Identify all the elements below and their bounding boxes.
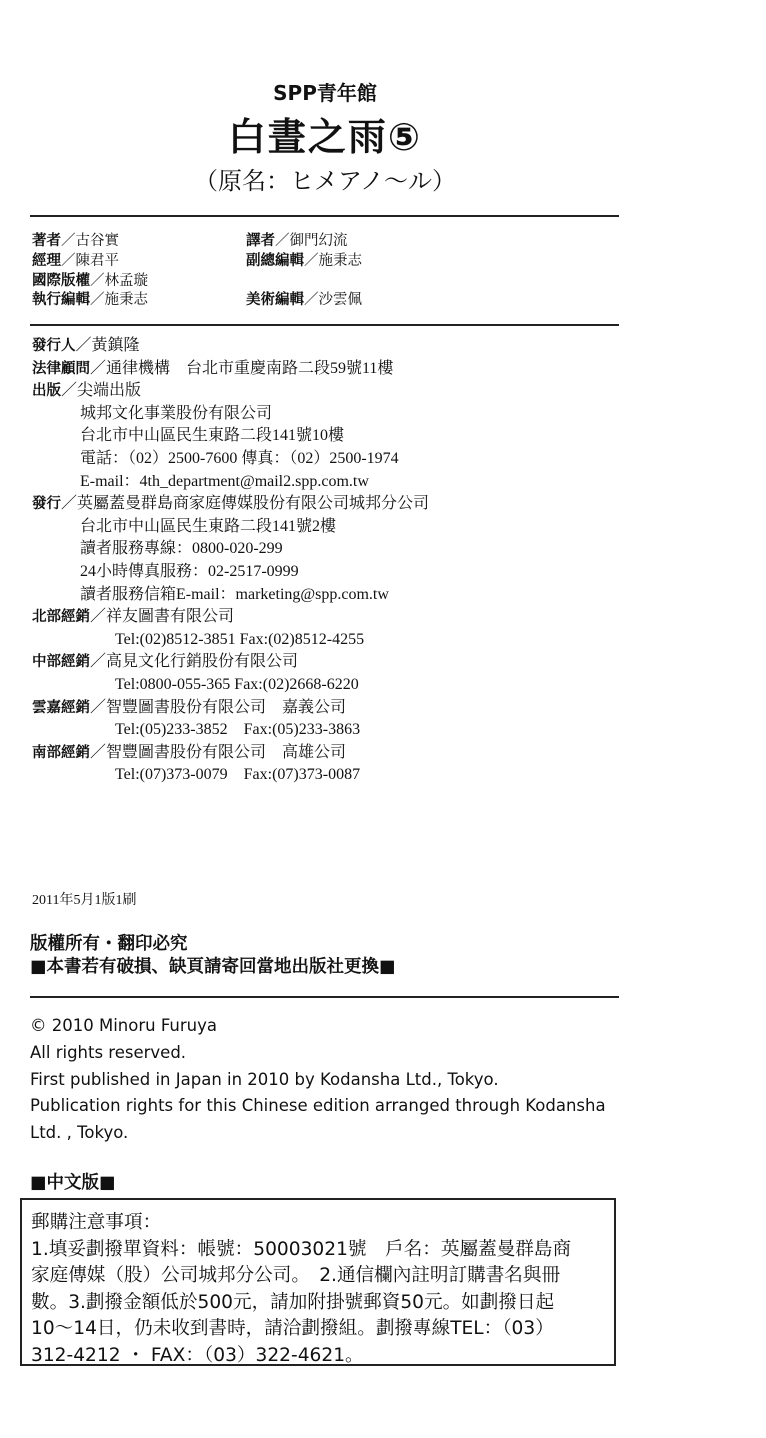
publisher-line bbox=[32, 516, 429, 539]
chinese-edition-label: ■中文版■ bbox=[30, 1173, 116, 1193]
publisher-line bbox=[32, 538, 429, 561]
original-title: （原名：ヒメアノ～ル） bbox=[193, 167, 457, 195]
english-line: First published in Japan in 2010 by Kodansha Ltd., Tokyo. bbox=[30, 1069, 499, 1089]
slash: ／ bbox=[304, 292, 319, 309]
credit-role: 美術編輯 bbox=[246, 292, 304, 309]
publisher-line bbox=[32, 471, 429, 494]
publisher-line-value: 24小時傳真服務：02-2517-0999 bbox=[80, 562, 299, 580]
publisher-line-value: 讀者服務信箱E-mail：marketing@spp.com.tw bbox=[80, 585, 389, 603]
staff-row bbox=[32, 272, 460, 292]
credit-name: 陳君平 bbox=[75, 252, 119, 269]
credit-name: 林孟璇 bbox=[104, 272, 148, 289]
publisher-line bbox=[32, 448, 429, 471]
publisher-line bbox=[32, 674, 429, 697]
slash: ／ bbox=[90, 292, 105, 309]
mail-order-line: 1.填妥劃撥單資料：帳號：50003021號 戶名：英屬蓋曼群島商 bbox=[31, 1238, 572, 1260]
english-line: Publication rights for this Chinese edition arranged through Kodansha bbox=[30, 1096, 606, 1116]
credit-role: 著者 bbox=[32, 233, 61, 249]
staff-row bbox=[32, 232, 460, 252]
mail-order-notice-box bbox=[20, 1198, 616, 1366]
publisher-line-value: 高見文化行銷股份有限公司 bbox=[106, 653, 299, 671]
publisher-line-value: 黃鎮隆 bbox=[91, 337, 140, 354]
staff-credit bbox=[32, 272, 246, 292]
publisher-line bbox=[32, 742, 429, 765]
publisher-line bbox=[32, 584, 429, 607]
staff-credits bbox=[32, 232, 460, 311]
credit-role: 譯者 bbox=[246, 233, 275, 249]
publisher-line-value: 智豐圖書股份有限公司 嘉義公司 bbox=[106, 698, 347, 716]
credit-role: 執行編輯 bbox=[32, 292, 90, 309]
credit-name: 沙雲佩 bbox=[318, 292, 362, 309]
staff-row bbox=[32, 252, 460, 272]
publisher-line-value: 祥友圖書有限公司 bbox=[106, 608, 235, 626]
publisher-line-value: Tel:(05)233-3852 Fax:(05)233-3863 bbox=[115, 721, 361, 739]
credit-name: 施秉志 bbox=[318, 252, 362, 269]
publisher-line bbox=[32, 606, 429, 629]
edition-date: 2011年5月1版1刷 bbox=[32, 893, 137, 908]
publisher-line-label: 雲嘉經銷 bbox=[32, 699, 90, 716]
publisher-line-label: 南部經銷 bbox=[32, 744, 90, 761]
slash: ／ bbox=[90, 653, 107, 671]
publisher-line-label: 北部經銷 bbox=[32, 609, 90, 626]
staff-credit bbox=[246, 291, 460, 311]
publisher-line-label: 中部經銷 bbox=[32, 654, 90, 671]
publisher-line bbox=[32, 629, 429, 652]
slash: ／ bbox=[90, 608, 107, 626]
slash: ／ bbox=[61, 495, 78, 513]
publisher-line bbox=[32, 764, 429, 787]
publisher-line bbox=[32, 651, 429, 674]
publisher-line bbox=[32, 561, 429, 584]
staff-credit bbox=[32, 252, 246, 272]
publisher-line-value: 智豐圖書股份有限公司 高雄公司 bbox=[106, 743, 347, 761]
staff-row bbox=[32, 291, 460, 311]
rights-line-2: ■本書若有破損、缺頁請寄回當地出版社更換■ bbox=[30, 957, 396, 977]
publisher-line-value: 英屬蓋曼群島商家庭傳媒股份有限公司城邦分公司 bbox=[77, 495, 430, 513]
slash: ／ bbox=[275, 233, 290, 249]
credit-role: 國際版權 bbox=[32, 272, 90, 289]
publisher-line-value: Tel:0800-055-365 Fax:(02)2668-6220 bbox=[115, 675, 359, 693]
credit-name: 施秉志 bbox=[104, 292, 148, 309]
publisher-line-value: E-mail：4th_department@mail2.spp.com.tw bbox=[80, 472, 369, 490]
slash: ／ bbox=[61, 233, 76, 249]
mail-order-line: 312-4212 ・ FAX：（03）322-4621。 bbox=[31, 1344, 364, 1366]
publisher-line bbox=[32, 380, 429, 403]
mail-order-line: 數。3.劃撥金額低於500元，請加附掛號郵資50元。如劃撥日起 bbox=[31, 1291, 555, 1313]
publisher-line bbox=[32, 719, 429, 742]
english-line: Ltd. , Tokyo. bbox=[30, 1123, 129, 1143]
slash: ／ bbox=[90, 743, 107, 761]
publisher-line bbox=[32, 335, 429, 358]
publisher-line-value: Tel:(02)8512-3851 Fax:(02)8512-4255 bbox=[115, 630, 365, 648]
credit-name: 御門幻流 bbox=[289, 233, 348, 249]
credit-role: 副總編輯 bbox=[246, 252, 304, 269]
staff-credit bbox=[246, 272, 460, 292]
publisher-line bbox=[32, 403, 429, 426]
book-title: 白晝之雨⑤ bbox=[227, 115, 423, 159]
publisher-line-value: Tel:(07)373-0079 Fax:(07)373-0087 bbox=[115, 766, 361, 784]
publisher-line-value: 通律機構 台北市重慶南路二段59號11樓 bbox=[106, 359, 394, 377]
divider bbox=[30, 996, 619, 998]
imprint-name: SPP青年館 bbox=[273, 81, 377, 105]
publisher-line-label: 出版 bbox=[32, 383, 61, 400]
slash: ／ bbox=[304, 252, 319, 269]
staff-credit bbox=[246, 252, 460, 272]
publisher-line bbox=[32, 697, 429, 720]
publisher-info bbox=[32, 335, 429, 787]
rights-line-1: 版權所有・翻印必究 bbox=[30, 934, 188, 954]
mail-order-line: 郵購注意事項： bbox=[31, 1212, 162, 1233]
staff-credit bbox=[32, 232, 246, 252]
publisher-line-value: 城邦文化事業股份有限公司 bbox=[80, 404, 273, 422]
english-line: All rights reserved. bbox=[30, 1042, 187, 1062]
slash: ／ bbox=[90, 272, 105, 289]
publisher-line-value: 讀者服務專線：0800-020-299 bbox=[80, 540, 283, 558]
english-copyright bbox=[30, 1013, 606, 1147]
slash: ／ bbox=[75, 337, 92, 354]
staff-credit bbox=[32, 291, 246, 311]
publisher-line bbox=[32, 425, 429, 448]
slash: ／ bbox=[61, 252, 76, 269]
slash: ／ bbox=[90, 698, 107, 716]
publisher-line bbox=[32, 493, 429, 516]
mail-order-line: 10～14日，仍未收到書時，請洽劃撥組。劃撥專線TEL：（03） bbox=[31, 1318, 554, 1340]
credit-role: 經理 bbox=[32, 252, 61, 269]
credit-name: 古谷實 bbox=[75, 233, 119, 249]
staff-credit bbox=[246, 232, 460, 252]
publisher-line-value: 電話：（02）2500-7600 傳真：（02）2500-1974 bbox=[80, 449, 399, 467]
publisher-line-label: 發行人 bbox=[32, 338, 76, 354]
publisher-line-value: 台北市中山區民生東路二段141號10樓 bbox=[80, 427, 345, 445]
slash: ／ bbox=[90, 359, 107, 377]
mail-order-line: 家庭傳媒（股）公司城邦分公司。 2.通信欄內註明訂購書名與冊 bbox=[31, 1265, 561, 1287]
publisher-line bbox=[32, 358, 429, 381]
divider bbox=[30, 215, 619, 217]
divider bbox=[30, 324, 619, 326]
publisher-line-value: 尖端出版 bbox=[77, 382, 142, 400]
slash: ／ bbox=[61, 382, 78, 400]
publisher-line-label: 法律顧問 bbox=[32, 360, 90, 377]
publisher-line-value: 台北市中山區民生東路二段141號2樓 bbox=[80, 517, 337, 535]
rights-notice bbox=[30, 933, 396, 979]
publisher-line-label: 發行 bbox=[32, 496, 61, 513]
english-line: © 2010 Minoru Furuya bbox=[30, 1016, 218, 1035]
